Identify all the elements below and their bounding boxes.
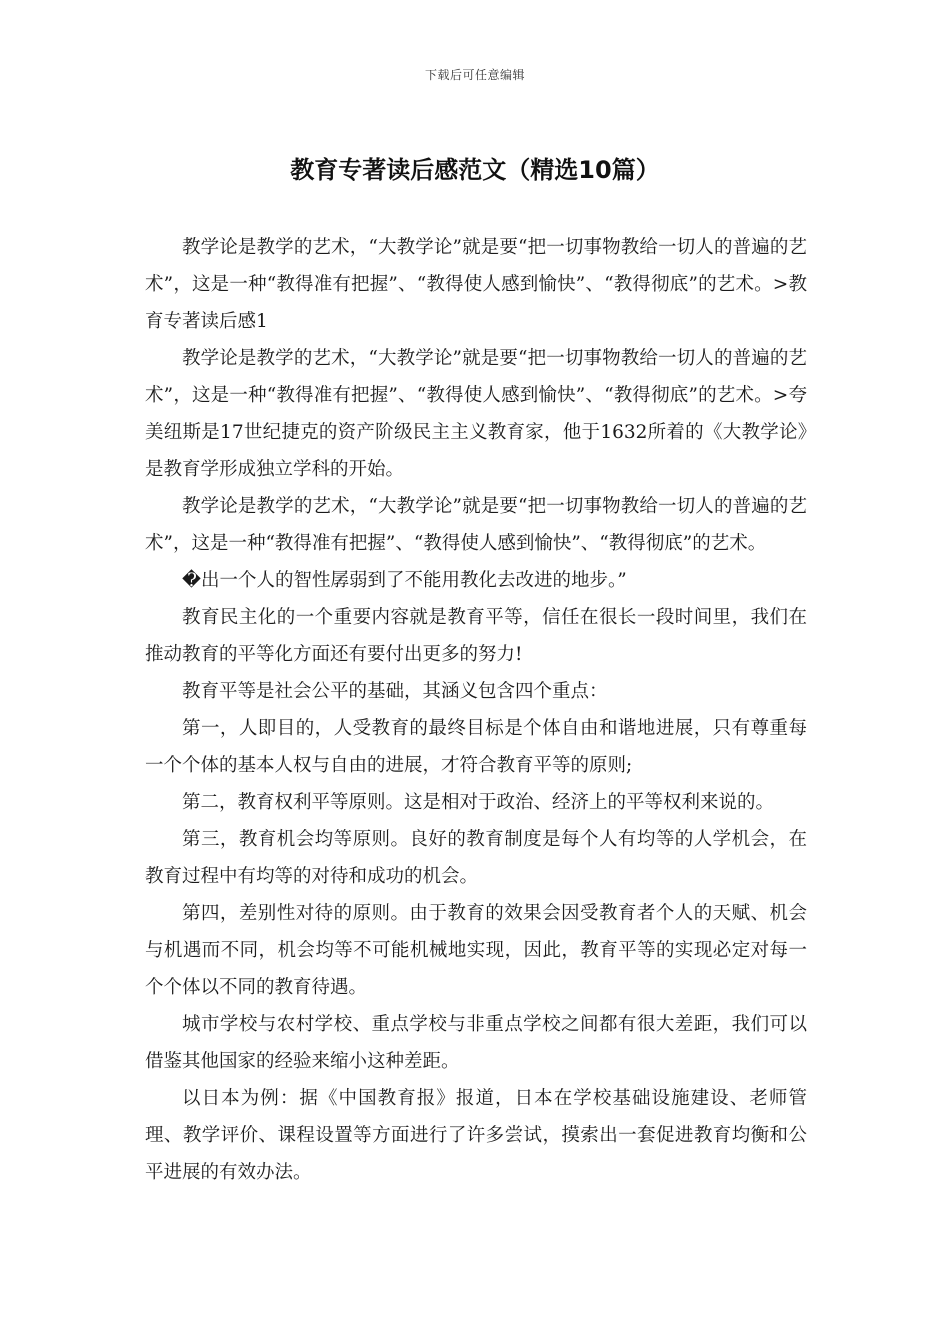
paragraph: 教育平等是社会公平的基础，其涵义包含四个重点：	[182, 681, 608, 702]
header-note: 下载后可任意编辑	[424, 68, 525, 82]
document-body	[145, 229, 807, 1191]
paragraph: 教育民主化的一个重要内容就是教育平等，信任在很长一段时间里，我们在推动教育的平等化方面还有要付出更多的努力!	[145, 607, 807, 665]
paragraph: 教学论是教学的艺术，“大教学论”就是要“把一切事物教给一切人的普遍的艺术”，这是一种“教得准有把握”、“教得使人感到愉快”、“教得彻底”的艺术。>夸美纽斯是17世纪捷克的资产阶级民主主义教育家，他于1632所着的《大教学论》是教育学形成独立学科的开始。	[145, 348, 807, 480]
paragraph: 第一，人即目的，人受教育的最终目标是个体自由和谐地进展，只有尊重每一个个体的基本人权与自由的进展，才符合教育平等的原则;	[145, 718, 807, 776]
paragraph: 教学论是教学的艺术，“大教学论”就是要“把一切事物教给一切人的普遍的艺术”，这是一种“教得准有把握”、“教得使人感到愉快”、“教得彻底”的艺术。	[145, 496, 807, 554]
paragraph: 城市学校与农村学校、重点学校与非重点学校之间都有很大差距，我们可以借鉴其他国家的经验来缩小这种差距。	[145, 1014, 807, 1072]
document-title: 教育专著读后感范文（精选10篇）	[290, 156, 660, 184]
paragraph: 教学论是教学的艺术，“大教学论”就是要“把一切事物教给一切人的普遍的艺术”，这是一种“教得准有把握”、“教得使人感到愉快”、“教得彻底”的艺术。>教育专著读后感1	[145, 237, 807, 332]
paragraph: 以日本为例：据《中国教育报》报道，日本在学校基础设施建设、老师管理、教学评价、课程设置等方面进行了许多尝试，摸索出一套促进教育均衡和公平进展的有效办法。	[145, 1088, 807, 1183]
paragraph: 第三，教育机会均等原则。良好的教育制度是每个人有均等的人学机会，在教育过程中有均等的对待和成功的机会。	[145, 829, 807, 887]
paragraph: 第二，教育权利平等原则。这是相对于政治、经济上的平等权利来说的。	[182, 792, 775, 813]
paragraph: 第四，差别性对待的原则。由于教育的效果会因受教育者个人的天赋、机会与机遇而不同，机会均等不可能机械地实现，因此，教育平等的实现必定对每一个个体以不同的教育待遇。	[145, 903, 807, 998]
paragraph: �出一个人的智性孱弱到了不能用教化去改进的地步。”	[182, 570, 627, 591]
